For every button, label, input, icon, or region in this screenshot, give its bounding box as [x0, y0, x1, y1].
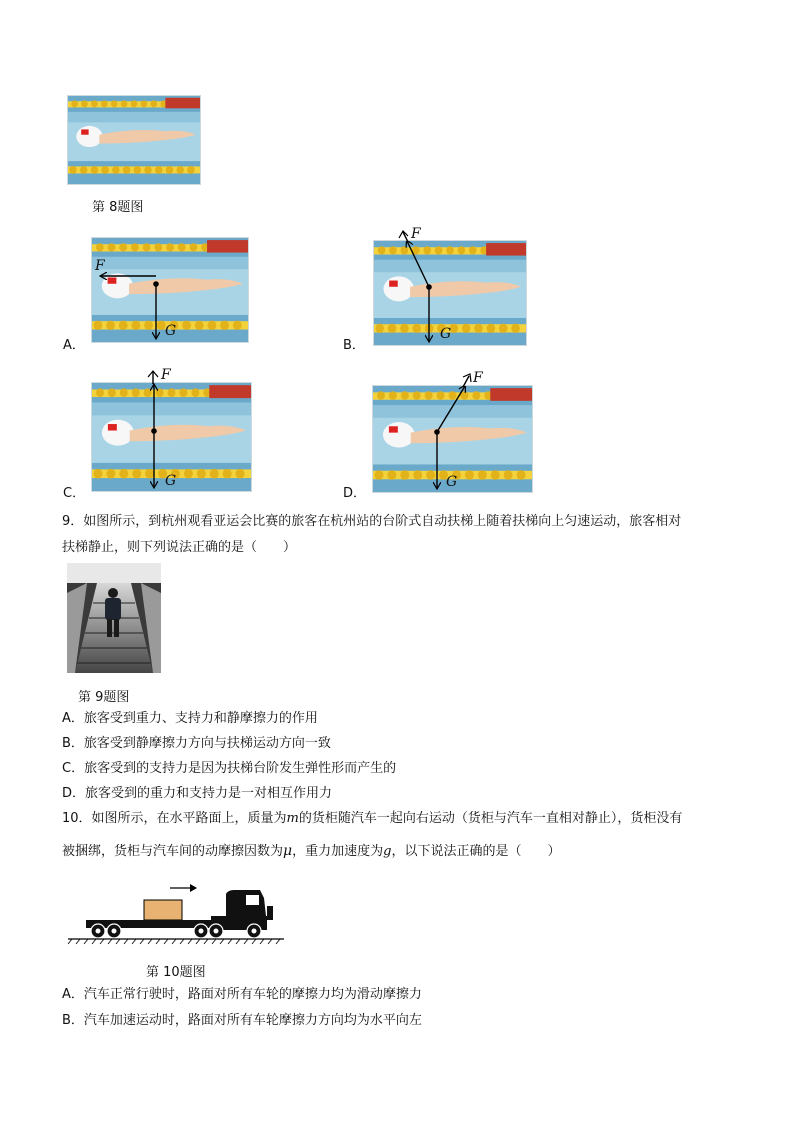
q10-option-a: A．汽车正常行驶时，路面对所有车轮的摩擦力均为滑动摩擦力	[62, 987, 422, 1002]
q8-option-c-letter: C．	[63, 486, 86, 501]
q8-option-a-force-label: F	[95, 258, 105, 274]
q8-option-c-arrow-tip	[146, 370, 160, 384]
q10-truck-diagram	[66, 878, 286, 948]
q8-option-a-weight-label: G	[165, 323, 177, 339]
q10-option-b: B．汽车加速运动时，路面对所有车轮摩擦力方向均为水平向左	[62, 1013, 422, 1028]
q9-figure-caption: 第 9题图	[78, 690, 130, 705]
q8-option-b-letter: B．	[343, 338, 365, 353]
q10-stem-a: 10．如图所示，在水平路面上，质量为	[62, 811, 287, 826]
q10-figure-caption: 第 10题图	[146, 965, 206, 980]
q8-option-d-weight-label: G	[446, 474, 458, 490]
q9-escalator-photo	[67, 563, 161, 673]
q8-option-d-letter: D．	[343, 486, 367, 501]
q8-option-b-force-label: F	[411, 226, 421, 242]
q8-option-c-weight-label: G	[165, 473, 177, 489]
center-of-mass-dot	[153, 281, 159, 287]
q10-var-g: g	[383, 844, 392, 859]
q10-stem-line2	[62, 842, 560, 861]
q9-stem-line2: 扶梯静止，则下列说法正确的是（ ）	[62, 540, 297, 555]
cargo-box	[144, 900, 182, 920]
q10-stem-e: ，以下说法正确的是（ ）	[391, 844, 561, 859]
center-of-mass-dot	[426, 284, 432, 290]
q8-figure-caption: 第 8题图	[92, 200, 144, 215]
q8-option-d-force-label: F	[473, 370, 483, 386]
q9-option-c: C．旅客受到的支持力是因为扶梯台阶发生弹性形而产生的	[62, 761, 397, 776]
q8-option-c-force-label: F	[161, 367, 171, 383]
q9-option-b: B．旅客受到静摩擦力方向与扶梯运动方向一致	[62, 736, 331, 751]
q10-stem-c: 被捆绑，货柜与汽车间的动摩擦因数为	[62, 844, 284, 859]
q9-option-a: A．旅客受到重力、支持力和静摩擦力的作用	[62, 711, 318, 726]
q8-swimmer-photo	[67, 95, 201, 185]
q9-option-d: D．旅客受到的重力和支持力是一对相互作用力	[62, 786, 333, 801]
center-of-mass-dot	[434, 429, 440, 435]
center-of-mass-dot	[151, 428, 157, 434]
q9-stem-line1: 9．如图所示，到杭州观看亚运会比赛的旅客在杭州站的台阶式自动扶梯上随着扶梯向上匀速运动，旅客相对	[62, 514, 682, 529]
q8-option-a-letter: A．	[63, 338, 85, 353]
q10-stem-d: ，重力加速度为	[292, 844, 384, 859]
q10-stem-b: 的货柜随汽车一起向右运动（货柜与汽车一直相对静止），货柜没有	[298, 811, 683, 826]
q8-option-b-weight-label: G	[440, 326, 452, 342]
q10-stem-line1	[62, 810, 682, 828]
q10-var-m: m	[286, 811, 299, 826]
q10-var-mu: μ	[283, 843, 293, 859]
